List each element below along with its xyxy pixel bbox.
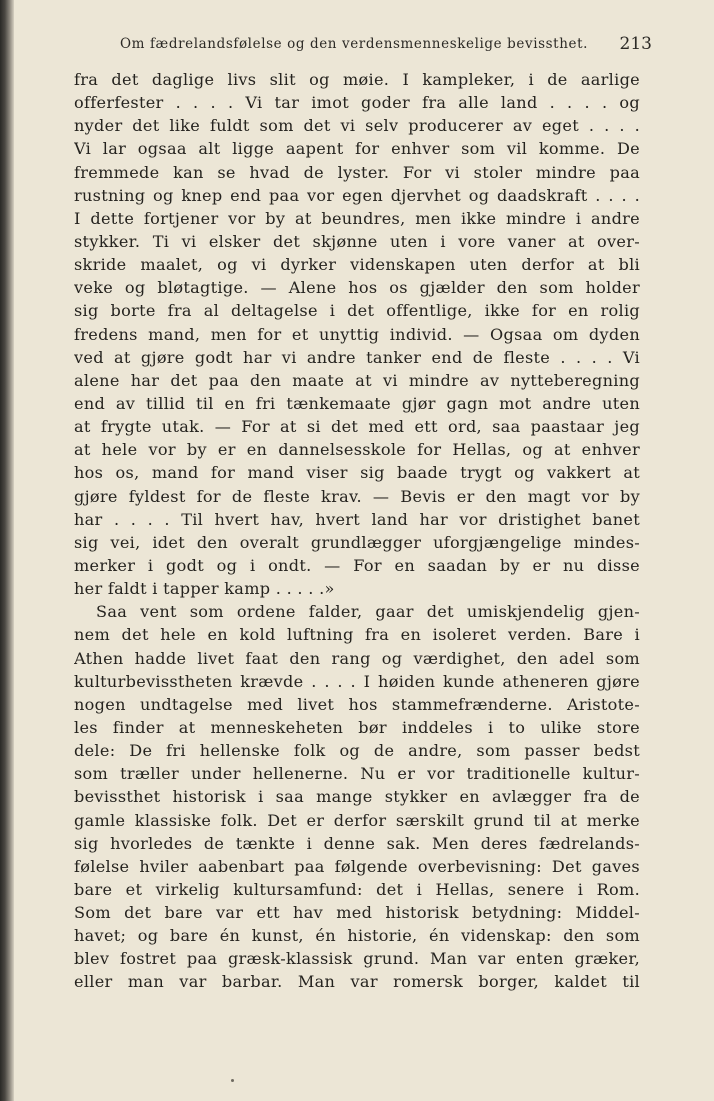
text-line: fremmede kan se hvad de lyster. For vi stoler mindre paa bbox=[74, 162, 640, 182]
text-line: I dette fortjener vor by at beundres, men ikke mindre i andre bbox=[74, 208, 640, 228]
running-title: Om fædrelandsfølelse og den verdensmenneskelige bevissthet. bbox=[120, 36, 588, 52]
text-line: rustning og knep end paa vor egen djervhet og daadskraft . . . . bbox=[74, 185, 640, 205]
page-number: 213 bbox=[619, 34, 652, 54]
paper-speck bbox=[231, 1079, 234, 1082]
text-line: blev fostret paa græsk-klassisk grund. Man var enten græker, bbox=[74, 949, 640, 969]
text-line: her faldt i tapper kamp . . . . .» bbox=[74, 579, 335, 599]
text-line: Athen hadde livet faat den rang og værdighet, den adel som bbox=[74, 648, 640, 668]
text-line: hos os, mand for mand viser sig baade trygt og vakkert at bbox=[74, 463, 640, 483]
text-line: fra det daglige livs slit og møie. I kampleker, i de aarlige bbox=[74, 70, 640, 89]
text-line: at frygte utak. — For at si det med ett ord, saa paastaar jeg bbox=[74, 417, 640, 437]
text-line: bevissthet historisk i saa mange stykker en avlægger fra de bbox=[74, 787, 640, 807]
page-binding-edge bbox=[0, 0, 14, 1101]
text-line: veke og bløtagtige. — Alene hos os gjælder den som holder bbox=[74, 278, 640, 298]
text-line: gamle klassiske folk. Det er derfor særskilt grund til at merke bbox=[74, 810, 640, 830]
text-line: merker i godt og i ondt. — For en saadan by er nu disse bbox=[74, 555, 640, 575]
text-line: Som det bare var ett hav med historisk betydning: Middel- bbox=[74, 903, 640, 923]
text-line: gjøre fyldest for de fleste krav. — Bevis er den magt vor by bbox=[74, 486, 640, 506]
text-line: bare et virkelig kultursamfund: det i Hellas, senere i Rom. bbox=[74, 879, 640, 899]
text-line: fredens mand, men for et unyttig individ. — Ogsaa om dyden bbox=[74, 324, 640, 344]
text-line: dele: De fri hellenske folk og de andre, som passer bedst bbox=[74, 741, 640, 761]
text-line: havet; og bare én kunst, én historie, én videnskap: den som bbox=[74, 926, 640, 946]
text-line: har . . . . Til hvert hav, hvert land har vor dristighet banet bbox=[74, 509, 640, 529]
text-line: sig borte fra al deltagelse i det offentlige, ikke for en rolig bbox=[74, 301, 640, 321]
text-line: at hele vor by er en dannelsesskole for Hellas, og at enhver bbox=[74, 440, 640, 460]
text-line: ved at gjøre godt har vi andre tanker end de fleste . . . . Vi bbox=[74, 347, 640, 367]
text-line: Vi lar ogsaa alt ligge aapent for enhver som vil komme. De bbox=[74, 139, 640, 159]
text-line: Saa vent som ordene falder, gaar det umiskjendelig gjen- bbox=[96, 602, 640, 622]
text-line: end av tillid til en fri tænkemaate gjør gagn mot andre uten bbox=[74, 393, 640, 413]
text-line: eller man var barbar. Man var romersk borger, kaldet til bbox=[74, 972, 640, 992]
body-text bbox=[74, 68, 640, 994]
page-header bbox=[120, 34, 652, 58]
text-line: nogen undtagelse med livet hos stammefrænderne. Aristote- bbox=[74, 694, 640, 714]
text-line: kulturbevisstheten krævde . . . . I høiden kunde atheneren gjøre bbox=[74, 671, 640, 691]
text-line: sig vei, idet den overalt grundlægger uforgjængelige mindes- bbox=[74, 532, 640, 552]
text-line: alene har det paa den maate at vi mindre av nytteberegning bbox=[74, 370, 640, 390]
text-line: offerfester . . . . Vi tar imot goder fra alle land . . . . og bbox=[74, 93, 640, 113]
text-line: følelse hviler aabenbart paa følgende overbevisning: Det gaves bbox=[74, 856, 640, 876]
text-line: nem det hele en kold luftning fra en isoleret verden. Bare i bbox=[74, 625, 640, 645]
text-line: skride maalet, og vi dyrker videnskapen uten derfor at bli bbox=[74, 255, 640, 275]
text-line: stykker. Ti vi elsker det skjønne uten i vore vaner at over- bbox=[74, 231, 640, 251]
text-line: sig hvorledes de tænkte i denne sak. Men deres fædrelands- bbox=[74, 833, 640, 853]
text-line: som træller under hellenerne. Nu er vor traditionelle kultur- bbox=[74, 764, 640, 784]
text-line: les finder at menneskeheten bør inddeles i to ulike store bbox=[74, 717, 640, 737]
text-line: nyder det like fuldt som det vi selv producerer av eget . . . . bbox=[74, 116, 640, 136]
